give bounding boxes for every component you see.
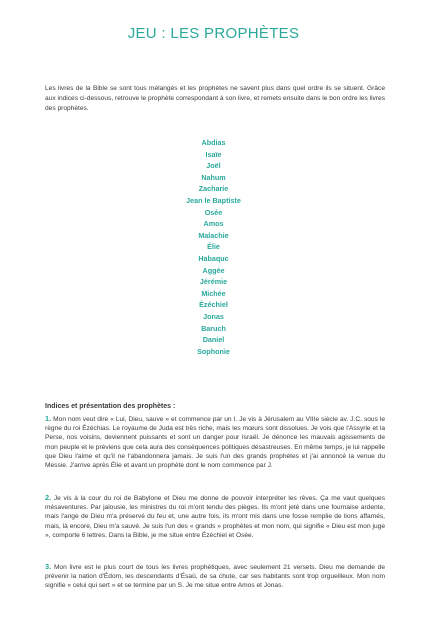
prophet-name: Jean le Baptiste — [186, 195, 241, 205]
intro-paragraph: Les livres de la Bible se sont tous mélangés et les prophètes ne savent plus dans quel ordre ils se situent. Grâce aux indices ci-dessous, retrouve le prophète correspondant à son livre, et remets ensuite dans le bon ordre les livres des prophètes. — [45, 85, 385, 112]
clue-text: Je vis à la cour du roi de Babylone et Dieu me donne de pouvoir interpréter les rêves. Ça me vaut quelques mésaventures. Par jalousie, les ministres du roi m'ont tendu des pièges. Ils m'ont jeté dans une fournaise ardente, mais l'ange de Dieu m'a préservé du feu et, une autre fois, ils m'ont mis dans une fosse remplie de lions affamés, mais, là encore, Dieu m'a sauvé. Je suis l'un des « grands » prophètes et mon nom, qui signifie « Dieu est mon juge », comporte 6 lettres. Dans la Bible, je me situe entre Ézéchiel et Osée. — [45, 495, 385, 539]
clue-paragraph — [45, 414, 385, 470]
prophet-name: Michée — [201, 288, 226, 298]
prophet-name: Daniel — [202, 335, 225, 345]
prophet-name: Jonas — [203, 311, 224, 321]
clue-number: 1. — [45, 414, 52, 423]
prophet-name: Isaïe — [205, 149, 222, 159]
prophet-name: Malachie — [198, 230, 229, 240]
prophet-name: Zacharie — [198, 184, 229, 194]
prophet-name: Jérémie — [199, 277, 228, 287]
prophet-name: Élie — [207, 242, 220, 252]
prophet-name: Osée — [204, 207, 223, 217]
clue-text: Mon livre est le plus court de tous les livres prophétiques, avec seulement 21 versets. Dieu me demande de prévenir la nation d'Édom, les descendants d'Ésaü, de sa chute, car ses habitants sont trop orgueilleux. Mon nom signifie « celui qui sert » et se termine par un S. Je me situe entre Amos et Jonas. — [45, 564, 385, 590]
prophet-name: Abdias — [201, 138, 226, 147]
prophet-name: Habaquc — [198, 253, 229, 263]
prophet-name: Aggée — [202, 265, 225, 275]
prophet-name: Baruch — [201, 323, 226, 333]
prophet-list — [0, 137, 427, 357]
clue-number: 2. — [45, 493, 52, 502]
prophet-name: Sophonie — [197, 346, 230, 356]
clue-text: Mon nom veut dire « Lui, Dieu, sauve » et commence par un I. Je vis à Jérusalem au VIIIe siècle av. J.C. sous le règne du roi Ézéchias. Le royaume de Juda est très riche, mais les mœurs sont dissolues. Je vois que l'Assyrie et la Perse, nos voisins, deviennent puissants et sont un danger pour Israël. Je dénonce les mauvais agissements de mon peuple et le préviens que cela aura des conséquences politiques désastreuses. En même temps, je lui rappelle que Dieu l'aime et qu'il ne l'abandonnera jamais. Je suis l'un des grands prophètes et j'ai annoncé la venue du Messie. J'arrive après Élie et avant un prophète dont le nom commence par J. — [45, 416, 385, 470]
clue-paragraph — [45, 562, 385, 591]
clues-heading: Indices et présentation des prophètes : — [45, 403, 176, 410]
page-title: JEU : LES PROPHÈTES — [127, 25, 300, 42]
prophet-name: Ézéchiel — [199, 300, 228, 310]
clue-number: 3. — [45, 562, 52, 571]
prophet-name: Joël — [206, 161, 221, 171]
prophet-name: Amos — [203, 219, 224, 229]
clue-paragraph — [45, 493, 385, 540]
prophet-name: Nahum — [201, 172, 226, 182]
